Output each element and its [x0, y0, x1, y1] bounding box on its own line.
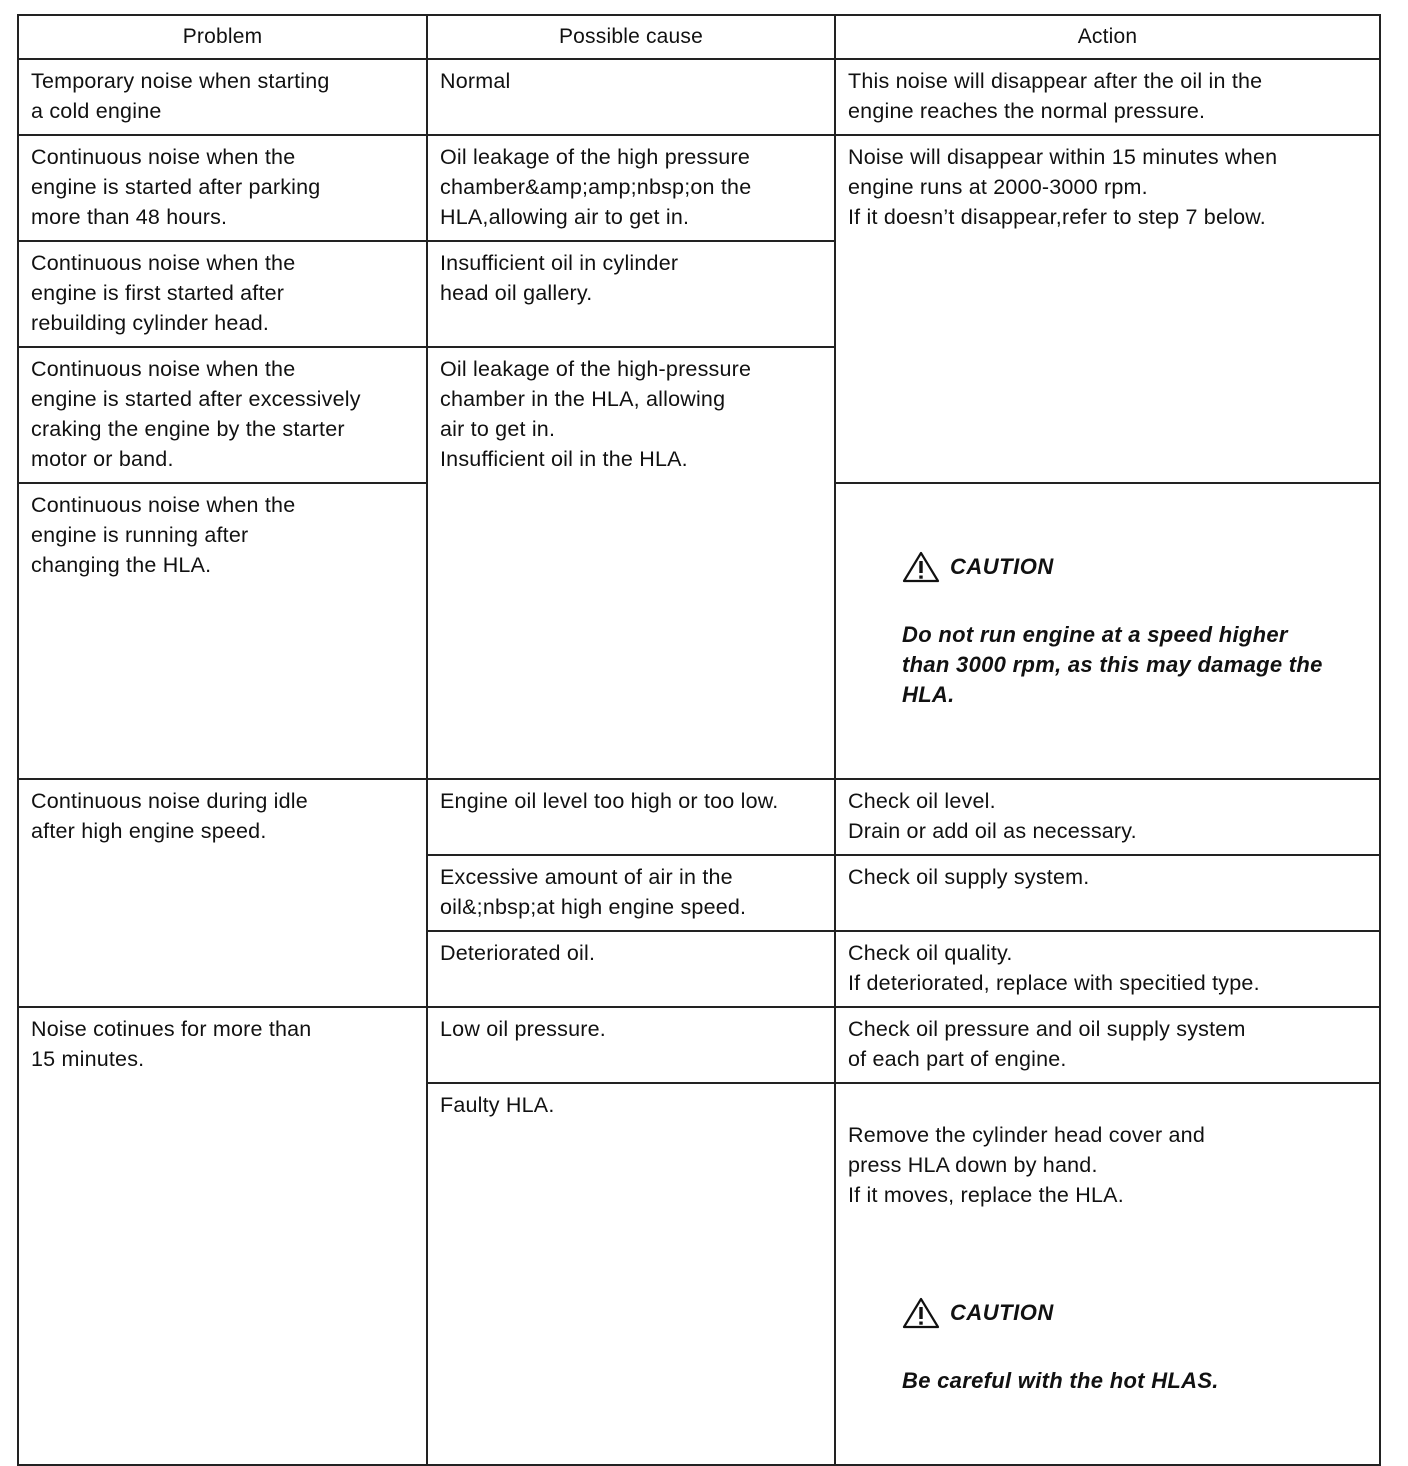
action-cell: Check oil pressure and oil supply system of each part of engine. — [835, 1007, 1380, 1083]
header-row — [18, 15, 1380, 59]
cause-cell: Engine oil level too high or too low. — [427, 779, 835, 855]
action-cell: Noise will disappear within 15 minutes when engine runs at 2000-3000 rpm. If it doesn’t disappear,refer to step 7 below. — [835, 135, 1380, 483]
problem-cell: Continuous noise during idle after high engine speed. — [18, 779, 427, 1007]
action-cell — [835, 1083, 1380, 1465]
caution-text: Do not run engine at a speed higher than 3000 rpm, as this may damage the HLA. — [902, 622, 1323, 707]
header-possible-cause: Possible cause — [427, 15, 835, 59]
warning-triangle-icon — [902, 551, 940, 583]
cause-cell: Insufficient oil in cylinder head oil gallery. — [427, 241, 835, 347]
table-row — [18, 779, 1380, 855]
header-action: Action — [835, 15, 1380, 59]
caution-heading — [902, 1296, 1369, 1330]
warning-triangle-icon — [902, 1297, 940, 1329]
problem-cell: Continuous noise when the engine is started after parking more than 48 hours. — [18, 135, 427, 241]
header-problem: Problem — [18, 15, 427, 59]
caution-block — [902, 1266, 1369, 1426]
cause-cell: Oil leakage of the high-pressure chamber in the HLA, allowing air to get in. Insufficient oil in the HLA. — [427, 347, 835, 779]
table-row — [18, 59, 1380, 135]
action-text: Remove the cylinder head cover and press HLA down by hand. If it moves, replace the HLA. — [848, 1123, 1205, 1207]
problem-cell: Continuous noise when the engine is running after changing the HLA. — [18, 483, 427, 779]
cause-cell: Deteriorated oil. — [427, 931, 835, 1007]
action-cell: Check oil level. Drain or add oil as necessary. — [835, 779, 1380, 855]
problem-cell: Continuous noise when the engine is started after excessively craking the engine by the starter motor or band. — [18, 347, 427, 483]
table-row — [18, 1007, 1380, 1083]
caution-text: Be careful with the hot HLAS. — [902, 1368, 1219, 1393]
cause-cell: Faulty HLA. — [427, 1083, 835, 1465]
troubleshooting-table — [17, 14, 1381, 1466]
action-cell: This noise will disappear after the oil in the engine reaches the normal pressure. — [835, 59, 1380, 135]
caution-label: CAUTION — [950, 554, 1054, 579]
action-cell: Check oil supply system. — [835, 855, 1380, 931]
cause-cell: Excessive amount of air in the oil&;nbsp;at high engine speed. — [427, 855, 835, 931]
table-row — [18, 135, 1380, 241]
troubleshooting-page — [17, 14, 1381, 1466]
problem-cell: Temporary noise when starting a cold engine — [18, 59, 427, 135]
action-caution-cell — [835, 483, 1380, 779]
problem-cell: Continuous noise when the engine is first started after rebuilding cylinder head. — [18, 241, 427, 347]
caution-label: CAUTION — [950, 1300, 1054, 1325]
cause-cell: Normal — [427, 59, 835, 135]
problem-cell: Noise cotinues for more than 15 minutes. — [18, 1007, 427, 1465]
action-cell: Check oil quality. If deteriorated, replace with specitied type. — [835, 931, 1380, 1007]
cause-cell: Low oil pressure. — [427, 1007, 835, 1083]
caution-heading — [902, 550, 1369, 584]
caution-block — [902, 520, 1369, 740]
cause-cell: Oil leakage of the high pressure chamber&amp;amp;nbsp;on the HLA,allowing air to get in. — [427, 135, 835, 241]
